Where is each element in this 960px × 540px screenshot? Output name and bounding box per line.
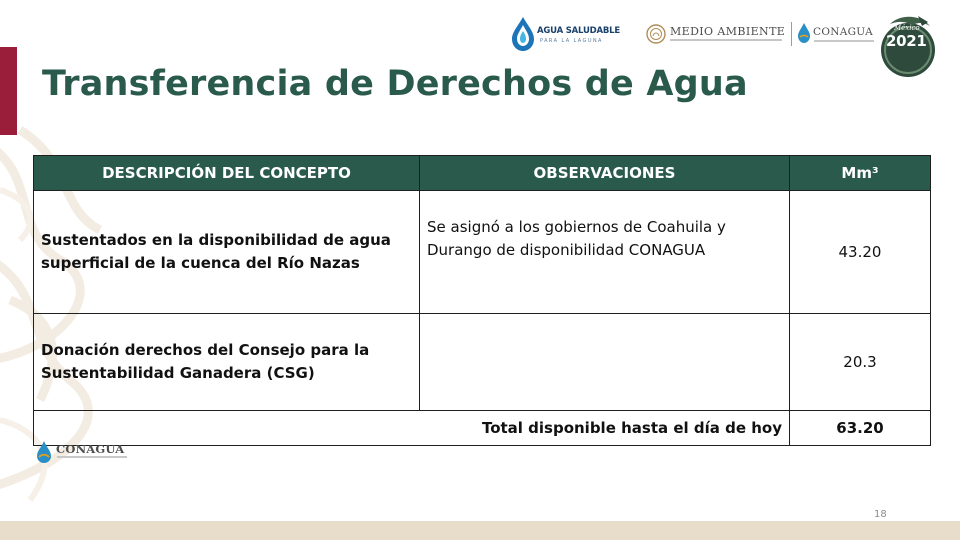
bottom-band xyxy=(0,521,960,540)
row-concept: Sustentados en la disponibilidad de agua superficial de la cuenca del Río Nazas xyxy=(34,191,420,314)
header-concept: DESCRIPCIÓN DEL CONCEPTO xyxy=(34,156,420,191)
slide-title: Transferencia de Derechos de Agua xyxy=(42,64,748,104)
conagua-footer-text: CONAGUA xyxy=(56,442,125,456)
conagua-header-logo xyxy=(797,20,881,50)
header-divider xyxy=(791,22,792,46)
water-rights-table xyxy=(33,155,931,446)
water-drop-icon xyxy=(510,16,536,52)
conagua-header-text: CONAGUA xyxy=(813,26,874,38)
conagua-footer-drop-icon xyxy=(36,440,52,464)
total-value: 63.20 xyxy=(790,411,931,446)
conagua-footer-logo xyxy=(36,440,136,466)
medio-ambiente-logo xyxy=(646,20,786,50)
table-header-row xyxy=(34,156,931,191)
agua-saludable-title: AGUA SALUDABLE xyxy=(537,26,620,36)
row-concept: Donación derechos del Consejo para la Sustentabilidad Ganadera (CSG) xyxy=(34,314,420,411)
row-observations: Se asignó a los gobiernos de Coahuila y Durango de disponibilidad CONAGUA xyxy=(420,191,790,314)
header-observations: OBSERVACIONES xyxy=(420,156,790,191)
conagua-footer-subline xyxy=(57,456,127,458)
page-number: 18 xyxy=(874,509,887,520)
national-seal-icon xyxy=(646,24,666,44)
row-value: 20.3 xyxy=(790,314,931,411)
conagua-header-subline xyxy=(814,40,874,42)
conagua-drop-icon xyxy=(797,22,811,44)
mexico-2021-emblem xyxy=(878,12,940,80)
header-unit: Mm³ xyxy=(790,156,931,191)
agua-saludable-logo xyxy=(510,16,620,54)
row-value: 43.20 xyxy=(790,191,931,314)
table-row xyxy=(34,314,931,411)
row-observations xyxy=(420,314,790,411)
total-label: Total disponible hasta el día de hoy xyxy=(34,411,790,446)
mexico-emblem-year: 2021 xyxy=(886,32,927,50)
medio-ambiente-text: MEDIO AMBIENTE xyxy=(670,25,786,38)
medio-ambiente-subline xyxy=(670,39,782,41)
table-row xyxy=(34,191,931,314)
mexico-emblem-label: México xyxy=(894,24,920,32)
table-total-row xyxy=(34,411,931,446)
agua-saludable-subtitle: PARA LA LAGUNA xyxy=(540,38,603,44)
